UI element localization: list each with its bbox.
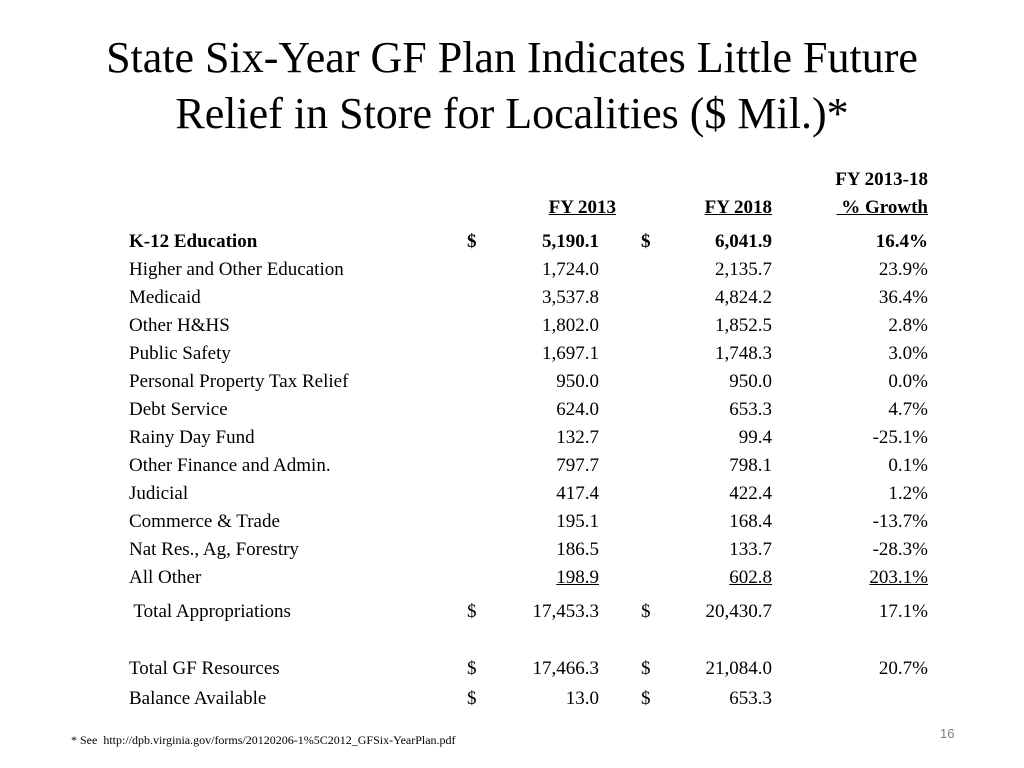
fy2018-value: 602.8 [729, 567, 772, 588]
row-label: Personal Property Tax Relief [129, 371, 349, 392]
row-label: Rainy Day Fund [129, 427, 255, 448]
growth-value: 23.9% [878, 259, 928, 280]
table-row [0, 536, 1024, 564]
growth-value: 3.0% [888, 343, 928, 364]
row-label: All Other [129, 567, 202, 588]
header-fy2013: FY 2013 [548, 197, 616, 218]
fy2018-value: 653.3 [729, 399, 772, 420]
slide-title [0, 30, 1024, 142]
row-label: Other Finance and Admin. [129, 455, 331, 476]
fy2013-value: 186.5 [556, 539, 599, 560]
table-row [0, 312, 1024, 340]
row-label: Public Safety [129, 343, 231, 364]
dollar-sign: $ [467, 688, 477, 709]
fy2013-value: 17,453.3 [532, 601, 599, 622]
table-row [0, 284, 1024, 312]
dollar-sign: $ [641, 601, 651, 622]
row-label: K-12 Education [129, 231, 258, 252]
table-row [0, 508, 1024, 536]
table-row [0, 564, 1024, 592]
fy2013-value: 198.9 [556, 567, 599, 588]
fy2013-value: 13.0 [565, 688, 599, 709]
row-label: Debt Service [129, 399, 228, 420]
row-label: Nat Res., Ag, Forestry [129, 539, 299, 560]
fy2018-value: 422.4 [729, 483, 772, 504]
growth-value: 20.7% [878, 658, 928, 679]
row-label: Total Appropriations [129, 601, 291, 622]
fy2018-value: 798.1 [729, 455, 772, 476]
growth-value: 1.2% [888, 483, 928, 504]
fy2013-value: 1,802.0 [542, 315, 599, 336]
fy2013-value: 195.1 [556, 511, 599, 532]
fy2013-value: 1,724.0 [542, 259, 599, 280]
row-label: Balance Available [129, 688, 267, 709]
growth-value: 2.8% [888, 315, 928, 336]
title-line-2: Relief in Store for Localities ($ Mil.)* [175, 89, 849, 138]
growth-value: 36.4% [878, 287, 928, 308]
growth-value: -13.7% [872, 511, 928, 532]
growth-value: 16.4% [875, 231, 928, 252]
fy2013-value: 3,537.8 [542, 287, 599, 308]
table-row [0, 368, 1024, 396]
row-label: Other H&HS [129, 315, 230, 336]
growth-value: 0.0% [888, 371, 928, 392]
dollar-sign: $ [641, 688, 651, 709]
table-row [0, 256, 1024, 284]
fy2013-value: 797.7 [556, 455, 599, 476]
page-number: 16 [940, 726, 955, 741]
table-row [0, 424, 1024, 452]
row-label: Judicial [129, 483, 189, 504]
fy2013-value: 950.0 [556, 371, 599, 392]
fy2018-value: 653.3 [729, 688, 772, 709]
growth-value: 17.1% [878, 601, 928, 622]
total-gf-resources-row [0, 655, 1024, 683]
table-row [0, 340, 1024, 368]
header-growth-line2: % Growth [836, 197, 928, 218]
row-label: Medicaid [129, 287, 201, 308]
row-label: Higher and Other Education [129, 259, 344, 280]
growth-value: 4.7% [888, 399, 928, 420]
fy2013-value: 17,466.3 [532, 658, 599, 679]
header-fy2018: FY 2018 [704, 197, 772, 218]
growth-value: -28.3% [872, 539, 928, 560]
dollar-sign: $ [641, 231, 651, 252]
fy2013-value: 132.7 [556, 427, 599, 448]
table-row [0, 396, 1024, 424]
table-row [0, 452, 1024, 480]
growth-value: -25.1% [872, 427, 928, 448]
fy2018-value: 168.4 [729, 511, 772, 532]
row-label: Commerce & Trade [129, 511, 280, 532]
fy2013-value: 624.0 [556, 399, 599, 420]
fy2018-value: 6,041.9 [715, 231, 772, 252]
title-line-1: State Six-Year GF Plan Indicates Little Future [106, 33, 918, 82]
balance-available-row [0, 685, 1024, 713]
fy2018-value: 1,852.5 [715, 315, 772, 336]
growth-value: 203.1% [869, 567, 928, 588]
table-row [0, 228, 1024, 256]
table-row [0, 480, 1024, 508]
dollar-sign: $ [467, 658, 477, 679]
dollar-sign: $ [641, 658, 651, 679]
fy2018-value: 20,430.7 [705, 601, 772, 622]
fy2018-value: 21,084.0 [705, 658, 772, 679]
fy2018-value: 950.0 [729, 371, 772, 392]
fy2013-value: 5,190.1 [542, 231, 599, 252]
dollar-sign: $ [467, 231, 477, 252]
fy2018-value: 133.7 [729, 539, 772, 560]
dollar-sign: $ [467, 601, 477, 622]
row-label: Total GF Resources [129, 658, 280, 679]
header-growth-line1: FY 2013-18 [835, 169, 928, 190]
footnote: * See http://dpb.virginia.gov/forms/20120206-1%5C2012_GFSix-YearPlan.pdf [71, 733, 456, 747]
fy2018-value: 99.4 [738, 427, 772, 448]
total-appropriations-row [0, 598, 1024, 626]
fy2013-value: 417.4 [556, 483, 599, 504]
fy2018-value: 1,748.3 [715, 343, 772, 364]
growth-value: 0.1% [888, 455, 928, 476]
fy2013-value: 1,697.1 [542, 343, 599, 364]
fy2018-value: 2,135.7 [715, 259, 772, 280]
fy2018-value: 4,824.2 [715, 287, 772, 308]
